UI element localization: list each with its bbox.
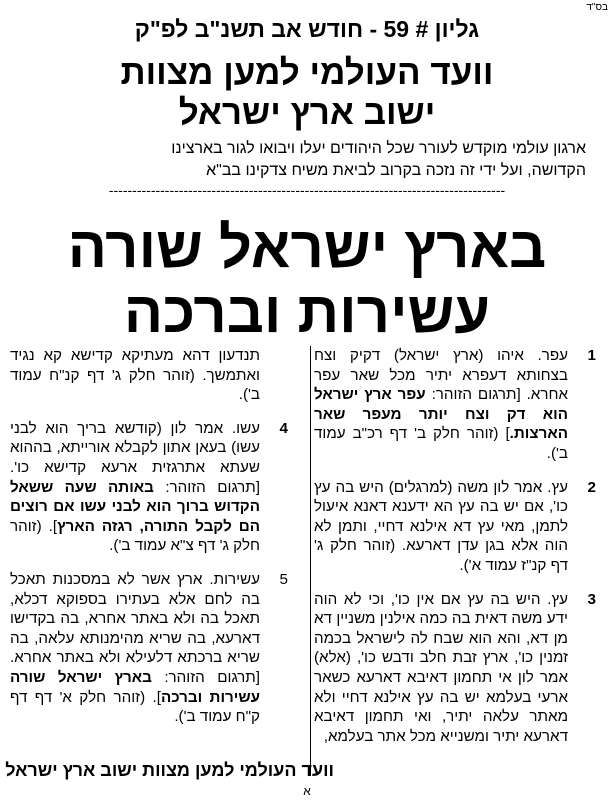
entry-number: 5	[279, 570, 288, 588]
entry-number: 3	[587, 590, 596, 608]
entry-bold-translation: בארץ ישראל שורה עשירות וברכה	[10, 668, 260, 706]
entry-2	[314, 478, 596, 576]
entry-number: 2	[587, 478, 596, 496]
entry-text: עשירות. ארץ אשר לא במסכנות תאכל בה לחם אלא בעתירו בספוקא דכלא, תאכל בה ולא באתר אחרא, בה בקדישו דארעא, בה שריא מהימנותא עלאה, בה שריא ברכתא דלעילא ולא באתר אחרא. [תרגום הזוהר: בארץ ישראל שורה עשירות וברכה]. (זוהר חלק א' דף דף ק"ח עמוד ב').	[10, 570, 260, 726]
subtitle-line1: ארגון עולמי מוקדש לעורר שכל היהודים יעלו ויבואו לגור בארצינו	[171, 140, 586, 157]
page-number: א	[303, 784, 311, 798]
entry-3-continued	[10, 346, 288, 405]
entry-text: עץ. היש בה עץ אם אין כו', וכי לא הוה ידע משה דאית בה כמה אילנין משניין דא מן דא, והא הוא שבח לה לישראל בכמה זמנין כו', ארץ זבת חלב ודבש כו', (אלא) אמר לון אי תחמון דאיבא דארעא כשאר ארעי בעלמא יש בה עץ אילנא דחיי ולא מאתר עלאה יתיר, ואי תחמון דאיבא דארעא יתיר ומשנייא מכל אתר בעלמא,	[314, 590, 568, 745]
entry-text: עץ. אמר לון משה (למרגלים) היש בה עץ כו', אם יש בה עץ הא ידענא דאנא איעול לתמן, מאי עץ דא אילנא דחיי, ותמן לא הוה אלא בגן עדן דארעא. (זוהר חלק ג' דף קנ"ז עמוד א').	[314, 478, 568, 574]
organization-name-line1: וועד העולמי למען מצוות	[120, 53, 494, 92]
column-divider	[310, 346, 311, 776]
entry-bold-translation: עפר ארץ ישראל הוא דק וצח יותר מעפר שאר הארצות.	[314, 386, 568, 443]
subtitle-line2: הקדושה, ועל ידי זה נזכה בקרוב לביאת משיח צדקינו בב"א	[206, 162, 586, 179]
entry-text: עפר. איהו (ארץ ישראל) דקיק וצח בצחותא דעפרא יתיר מכל שאר עפר אחרא. [תרגום הזוהר: עפר ארץ ישראל הוא דק וצח יותר מעפר שאר הארצות.] (זוהר חלק ב' דף רכ"ב עמוד ב').	[314, 347, 568, 462]
entry-text: תנדעון דהא מעתיקא קדישא קא נגיד ואתמשך. (זוהר חלק ג' דף קנ"ח עמוד ב').	[10, 347, 260, 404]
separator-dashes: -------------------------------------------------------------------------------------	[108, 182, 506, 198]
entry-3	[314, 590, 596, 747]
right-column	[314, 346, 596, 760]
entry-1	[314, 346, 596, 464]
entry-bold-translation: באותה שעה ששאל הקדוש ברוך הוא לבני עשו אם רוצים הם לקבל התורה, רגזה הארץ	[10, 478, 260, 535]
entry-5	[10, 570, 288, 727]
issue-line: גליון # 59 - חודש אב תשנ"ב לפ"ק	[134, 16, 480, 42]
organization-name-line2: ישוב ארץ ישראל	[178, 93, 436, 132]
entry-4	[10, 419, 288, 556]
article-title-line2: עשירות וברכה	[123, 280, 491, 345]
entry-number: 4	[279, 419, 288, 437]
entry-number: 1	[587, 347, 596, 364]
footer-organization: וועד העולמי למען מצוות ישוב ארץ ישראל	[5, 760, 334, 780]
bsd-mark: בס"ד	[586, 2, 608, 13]
article-title-line1: בארץ ישראל שורה	[67, 215, 547, 280]
left-column	[10, 346, 288, 741]
entry-text: עשו. אמר לון (קודשא בריך הוא לבני עשו) בעאן אתון לקבלא אורייתא, בההוא שעתא אתרגזית ארעא קדישא כו'. [תרגום הזוהר: באותה שעה ששאל הקדוש ברוך הוא לבני עשו אם רוצים הם לקבל התורה, רגזה הארץ]. (זוהר חלק ג' דף צ"א עמוד ב').	[10, 419, 260, 555]
